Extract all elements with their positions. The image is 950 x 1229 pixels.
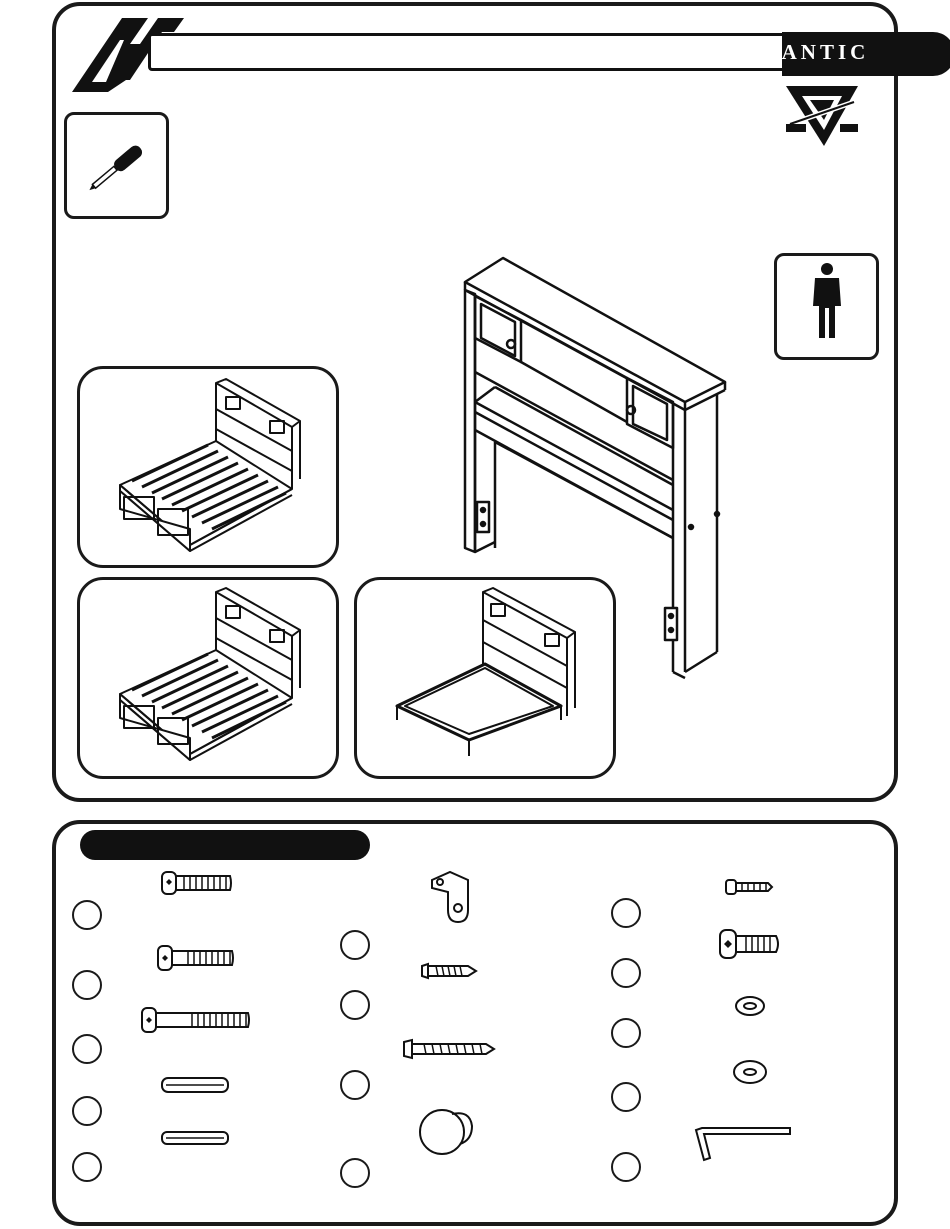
people-required-box: [774, 253, 879, 360]
brand-name: ATLANTIC: [728, 40, 870, 64]
bolt-icon: [720, 930, 778, 958]
wood-dowel-icon: [162, 1078, 228, 1092]
brand-emblem-icon: [782, 82, 862, 150]
part-label-circle: [72, 900, 102, 930]
bed-with-slats-illustration-1: [77, 366, 339, 568]
knob-icon: [420, 1110, 472, 1154]
lock-washer-icon: [736, 997, 764, 1015]
one-person-icon: [777, 256, 876, 357]
machine-screw-icon: [726, 880, 772, 894]
allen-key-icon: [696, 1128, 790, 1160]
screwdriver-icon: [67, 115, 166, 216]
wood-dowel-thin-icon: [162, 1132, 228, 1144]
part-label-circle: [72, 1034, 102, 1064]
part-label-circle: [72, 1152, 102, 1182]
flat-washer-icon: [734, 1061, 766, 1083]
bed-with-slats-illustration-2: [77, 577, 339, 779]
bed-frame-illustration: [354, 577, 616, 779]
hardware-title-bar: [80, 830, 370, 860]
long-bolt-icon: [142, 1008, 249, 1032]
short-screw-icon: [422, 964, 476, 978]
tool-required-box: [64, 112, 169, 219]
hardware-drawings: [100, 860, 920, 1220]
part-label-circle: [72, 970, 102, 1000]
flat-head-bolt-long-icon: [158, 946, 233, 970]
flat-head-bolt-short-icon: [162, 872, 231, 894]
part-label-circle: [72, 1096, 102, 1126]
l-bracket-icon: [432, 872, 468, 922]
long-screw-icon: [404, 1040, 494, 1058]
